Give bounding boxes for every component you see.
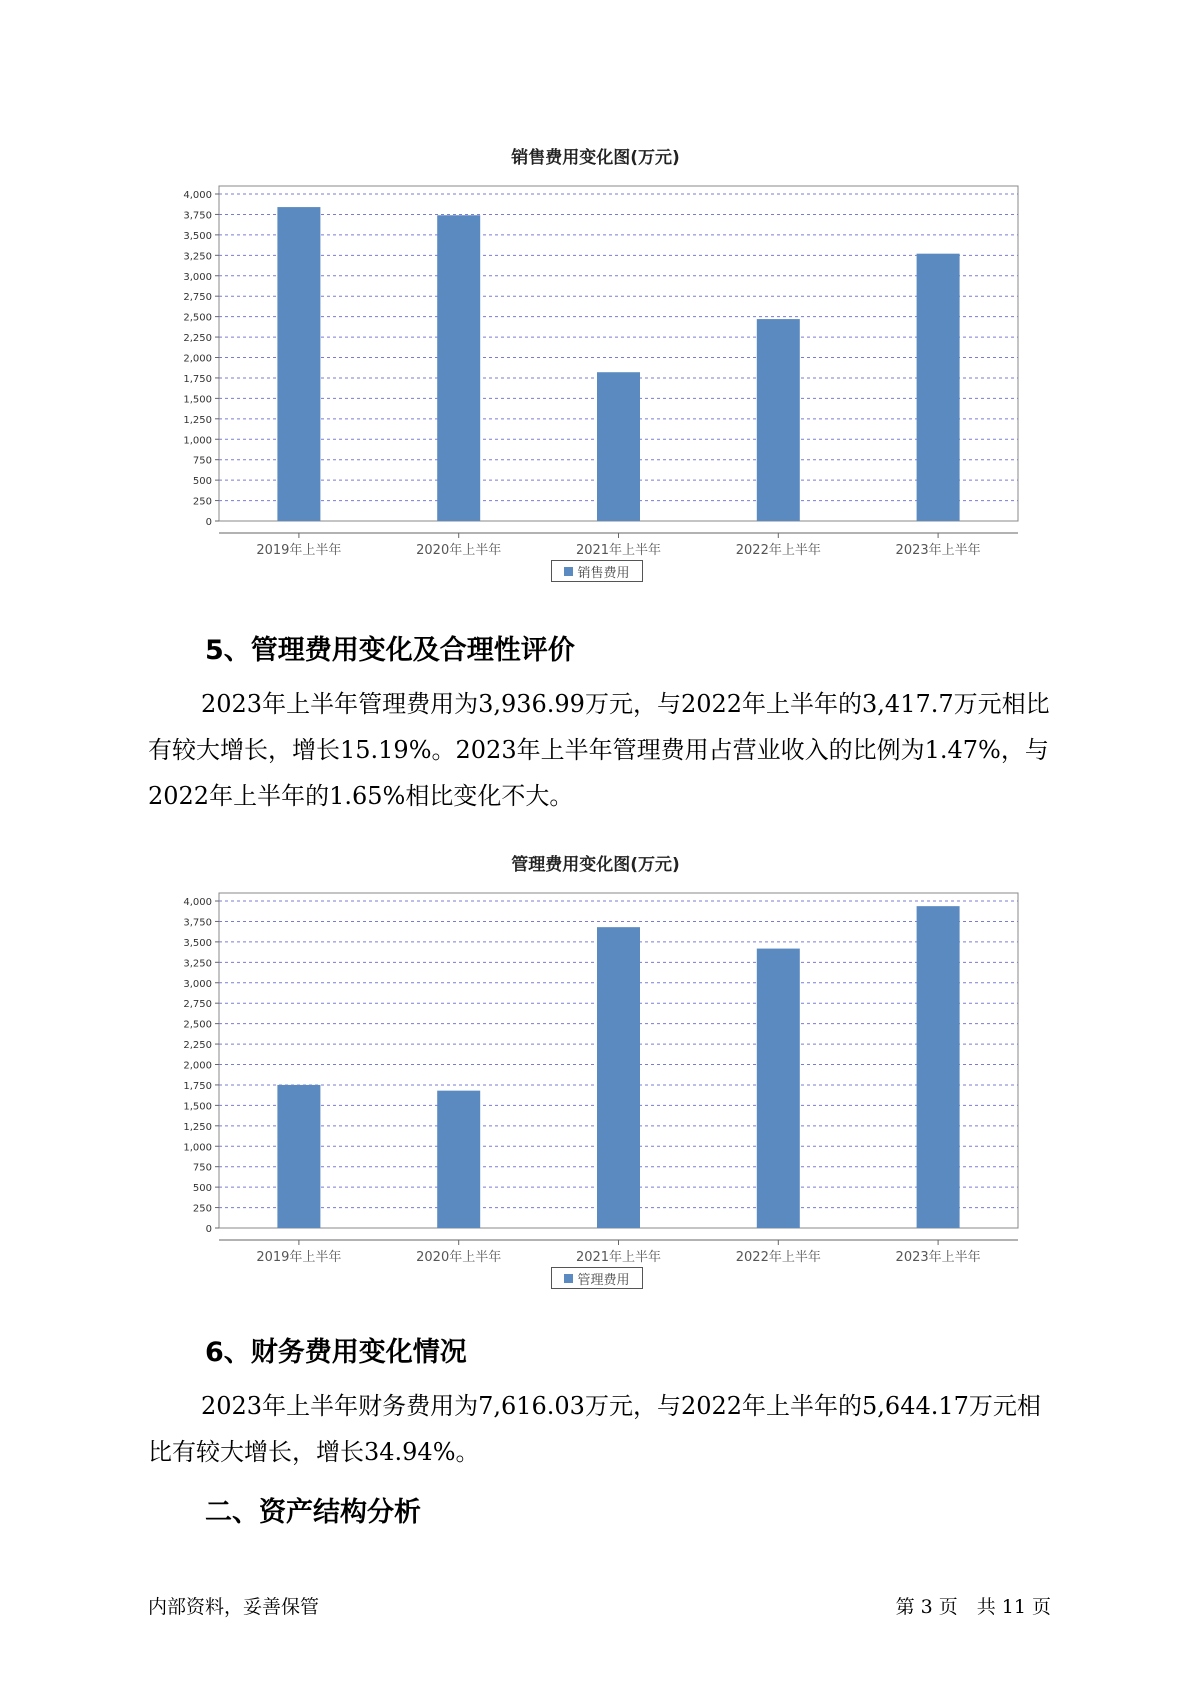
x-tick-label: 2022年上半年 <box>735 1250 821 1265</box>
chart-legend <box>551 560 643 582</box>
y-tick-label: 1,250 <box>183 414 212 426</box>
y-tick-label: 0 <box>205 517 212 528</box>
y-tick-label: 2,000 <box>183 1060 212 1072</box>
legend-swatch <box>564 1274 573 1283</box>
y-tick-label: 1,000 <box>183 435 212 447</box>
x-tick-label: 2019年上半年 <box>256 543 342 558</box>
y-tick-label: 0 <box>205 1224 212 1235</box>
footer-confidential-note: 内部资料，妥善保管 <box>148 1596 320 1618</box>
bar-2020年上半年 <box>437 1091 480 1228</box>
y-tick-label: 3,250 <box>183 958 212 970</box>
bar-2023年上半年 <box>917 906 960 1228</box>
chart-title: 管理费用变化图(万元) <box>511 855 680 875</box>
y-tick-label: 3,000 <box>183 978 212 990</box>
management-expense-chart <box>0 850 1191 1290</box>
x-tick-label: 2020年上半年 <box>416 543 502 558</box>
legend-swatch <box>564 567 573 576</box>
bar-2021年上半年 <box>597 372 640 521</box>
y-tick-label: 2,500 <box>183 1019 212 1031</box>
section-heading-finance-expense: 6、财务费用变化情况 <box>205 1337 467 1368</box>
footer-page-number: 第 3 页 共 11 页 <box>895 1596 1051 1618</box>
paragraph-management-expense: 2023年上半年管理费用为3,936.99万元，与2022年上半年的3,417.7万元相比有较大增长，增长15.19%。2023年上半年管理费用占营业收入的比例为1.47%，与2022年上半年的1.65%相比变化不大。 <box>148 690 1050 810</box>
y-tick-label: 1,500 <box>183 394 212 406</box>
y-tick-label: 2,500 <box>183 312 212 324</box>
y-tick-label: 250 <box>192 1203 212 1215</box>
y-tick-label: 750 <box>192 455 212 467</box>
bar-2021年上半年 <box>597 927 640 1228</box>
y-tick-label: 4,000 <box>183 190 212 201</box>
y-tick-label: 1,000 <box>183 1142 212 1154</box>
legend-label: 管理费用 <box>577 1272 630 1288</box>
y-tick-label: 500 <box>192 476 212 488</box>
x-tick-label: 2019年上半年 <box>256 1250 342 1265</box>
y-tick-label: 2,250 <box>183 333 212 345</box>
y-tick-label: 1,750 <box>183 1080 212 1092</box>
y-tick-label: 500 <box>192 1183 212 1195</box>
x-tick-label: 2022年上半年 <box>735 543 821 558</box>
y-tick-label: 1,250 <box>183 1121 212 1133</box>
y-tick-label: 3,500 <box>183 230 212 242</box>
bar-2022年上半年 <box>757 949 800 1228</box>
bar-2019年上半年 <box>277 207 320 521</box>
bar-2023年上半年 <box>917 254 960 521</box>
paragraph-finance-expense: 2023年上半年财务费用为7,616.03万元，与2022年上半年的5,644.17万元相比有较大增长，增长34.94%。 <box>148 1392 1041 1466</box>
chart-legend <box>551 1267 643 1289</box>
y-tick-label: 1,500 <box>183 1101 212 1113</box>
bar-2019年上半年 <box>277 1085 320 1228</box>
chart-title: 销售费用变化图(万元) <box>511 148 680 168</box>
x-tick-label: 2021年上半年 <box>575 543 662 558</box>
x-tick-label: 2021年上半年 <box>575 1250 662 1265</box>
y-tick-label: 1,750 <box>183 373 212 385</box>
bar-2020年上半年 <box>437 215 480 521</box>
y-tick-label: 2,250 <box>183 1040 212 1052</box>
y-tick-label: 250 <box>192 496 212 508</box>
legend-label: 销售费用 <box>577 565 630 581</box>
y-tick-label: 2,750 <box>183 999 212 1011</box>
sales-expense-chart <box>0 143 1191 583</box>
y-tick-label: 2,750 <box>183 292 212 304</box>
bar-2022年上半年 <box>757 319 800 521</box>
y-tick-label: 4,000 <box>183 897 212 908</box>
y-tick-label: 3,250 <box>183 251 212 263</box>
y-tick-label: 3,000 <box>183 271 212 283</box>
chart-plot <box>0 850 1191 1265</box>
x-tick-label: 2020年上半年 <box>416 1250 502 1265</box>
y-tick-label: 2,000 <box>183 353 212 365</box>
x-tick-label: 2023年上半年 <box>895 1250 981 1265</box>
y-tick-label: 3,500 <box>183 937 212 949</box>
chart-plot <box>0 143 1191 558</box>
y-tick-label: 750 <box>192 1162 212 1174</box>
section-heading-management-expense: 5、管理费用变化及合理性评价 <box>205 635 575 666</box>
x-tick-label: 2023年上半年 <box>895 543 981 558</box>
y-tick-label: 3,750 <box>183 917 212 929</box>
section-heading-asset-structure: 二、资产结构分析 <box>205 1497 421 1528</box>
y-tick-label: 3,750 <box>183 210 212 222</box>
